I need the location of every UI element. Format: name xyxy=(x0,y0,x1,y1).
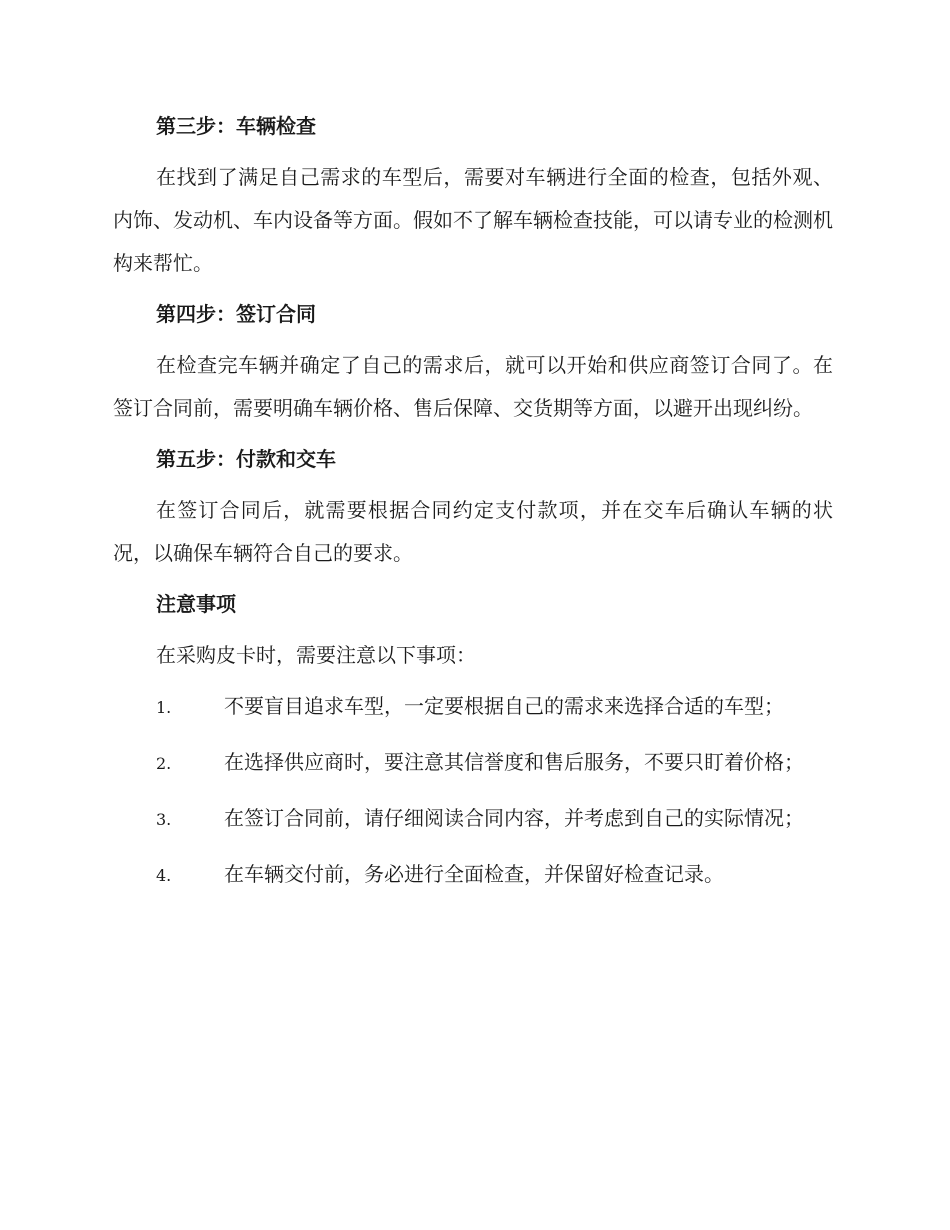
notes-intro: 在采购皮卡时，需要注意以下事项： xyxy=(156,643,476,667)
list-item-text: 在选择供应商时，要注意其信誉度和售后服务，不要只盯着价格； xyxy=(224,750,804,774)
section-paragraph-step3: 在找到了满足自己需求的车型后，需要对车辆进行全面的检查，包括外观、内饰、发动机、车内设备等方面。假如不了解车辆检查技能，可以请专业的检测机构来帮忙。 xyxy=(113,165,833,275)
section-heading-step4: 第四步：签订合同 xyxy=(156,302,316,326)
list-item-number: 2. xyxy=(156,754,172,773)
list-item-text: 在签订合同前，请仔细阅读合同内容，并考虑到自己的实际情况； xyxy=(224,806,804,830)
section-heading-step3: 第三步：车辆检查 xyxy=(156,114,316,138)
notes-heading: 注意事项 xyxy=(156,592,236,616)
list-item-number: 4. xyxy=(156,866,172,885)
list-item-number: 1. xyxy=(156,698,172,717)
notes-list-item xyxy=(113,853,833,897)
notes-list-item xyxy=(113,685,833,729)
document-page xyxy=(113,105,833,909)
section-paragraph-step4: 在检查完车辆并确定了自己的需求后，就可以开始和供应商签订合同了。在签订合同前，需要明确车辆价格、售后保障、交货期等方面，以避开出现纠纷。 xyxy=(113,353,833,420)
notes-list-item xyxy=(113,741,833,785)
notes-list-item xyxy=(113,797,833,841)
section-heading-step5: 第五步：付款和交车 xyxy=(156,447,336,471)
list-item-text: 不要盲目追求车型，一定要根据自己的需求来选择合适的车型； xyxy=(224,694,784,718)
list-item-text: 在车辆交付前，务必进行全面检查，并保留好检查记录。 xyxy=(224,862,724,886)
list-item-number: 3. xyxy=(156,810,172,829)
section-paragraph-step5: 在签订合同后，就需要根据合同约定支付款项，并在交车后确认车辆的状况，以确保车辆符合自己的要求。 xyxy=(113,498,833,565)
